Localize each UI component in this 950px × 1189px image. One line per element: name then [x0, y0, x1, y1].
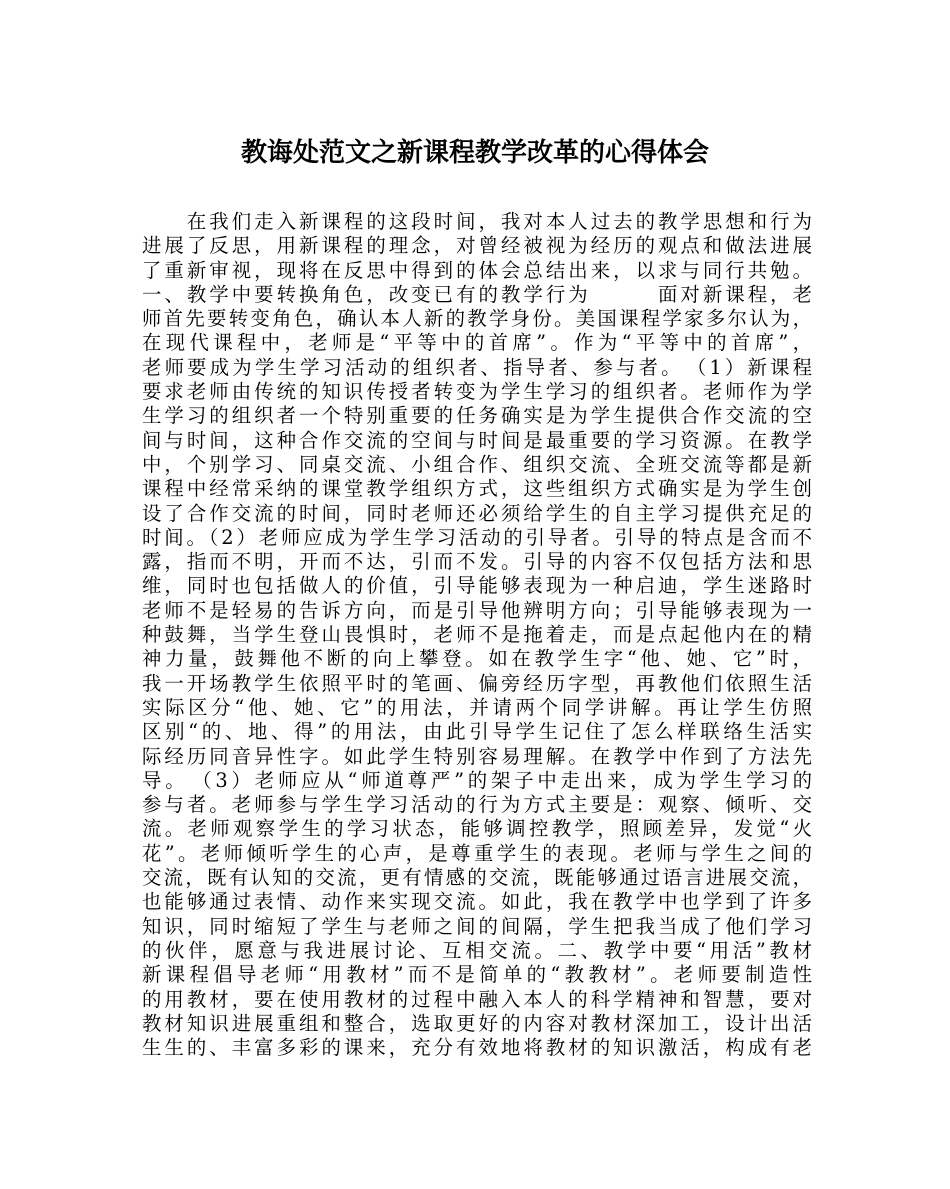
- body-line: 师首先要转变角色，确认本人新的教学身份。美国课程学家多尔认为，: [142, 307, 812, 331]
- body-line: 生学习的组织者一个特别重要的任务确实是为学生提供合作交流的空: [142, 404, 812, 428]
- document-body: [142, 210, 812, 1060]
- body-line: 生生的、丰富多彩的课来，充分有效地将教材的知识激活，构成有老: [142, 1036, 812, 1060]
- body-line: 参与者。老师参与学生学习活动的行为方式主要是：观察、倾听、交: [142, 793, 812, 817]
- body-line: 课程中经常采纳的课堂教学组织方式，这些组织方式确实是为学生创: [142, 477, 812, 501]
- body-line: 的用教材，要在使用教材的过程中融入本人的科学精神和智慧，要对: [142, 987, 812, 1011]
- body-line: 实际区分“他、她、它”的用法，并请两个同学讲解。再让学生仿照: [142, 695, 812, 719]
- body-line: 种鼓舞，当学生登山畏惧时，老师不是拖着走，而是点起他内在的精: [142, 623, 812, 647]
- body-line: 间与时间，这种合作交流的空间与时间是最重要的学习资源。在教学: [142, 428, 812, 452]
- body-line: 新课程倡导老师“用教材”而不是简单的“教教材”。老师要制造性: [142, 963, 812, 987]
- body-line: 中，个别学习、同桌交流、小组合作、组织交流、全班交流等都是新: [142, 452, 812, 476]
- body-line: 在现代课程中，老师是“平等中的首席”。作为“平等中的首席”，: [142, 331, 812, 355]
- body-line: 导。 （3）老师应从“师道尊严”的架子中走出来，成为学生学习的: [142, 768, 812, 792]
- body-line: 了重新审视，现将在反思中得到的体会总结出来，以求与同行共勉。: [142, 258, 812, 282]
- body-line: 露，指而不明，开而不达，引而不发。引导的内容不仅包括方法和思: [142, 550, 812, 574]
- body-line: 一、教学中要转换角色，改变已有的教学行为 面对新课程，老: [142, 282, 812, 306]
- body-line: 的伙伴，愿意与我进展讨论、互相交流。二、教学中要“用活”教材: [142, 938, 812, 962]
- body-line: 要求老师由传统的知识传授者转变为学生学习的组织者。老师作为学: [142, 380, 812, 404]
- body-line: 在我们走入新课程的这段时间，我对本人过去的教学思想和行为: [142, 210, 812, 233]
- body-line: 设了合作交流的时间，同时老师还必须给学生的自主学习提供充足的: [142, 501, 812, 525]
- body-line: 老师不是轻易的告诉方向，而是引导他辨明方向；引导能够表现为一: [142, 598, 812, 622]
- body-line: 神力量，鼓舞他不断的向上攀登。如在教学生字“他、她、它”时，: [142, 647, 812, 671]
- body-line: 老师要成为学生学习活动的组织者、指导者、参与者。 （1）新课程: [142, 355, 812, 379]
- body-line: 知识，同时缩短了学生与老师之间的间隔，学生把我当成了他们学习: [142, 914, 812, 938]
- body-line: 交流，既有认知的交流，更有情感的交流，既能够通过语言进展交流，: [142, 866, 812, 890]
- body-line: 区别“的、地、得”的用法，由此引导学生记住了怎么样联络生活实: [142, 720, 812, 744]
- body-line: 花”。老师倾听学生的心声，是尊重学生的表现。老师与学生之间的: [142, 841, 812, 865]
- body-line: 流。老师观察学生的学习状态，能够调控教学，照顾差异，发觉“火: [142, 817, 812, 841]
- body-line: 教材知识进展重组和整合，选取更好的内容对教材深加工，设计出活: [142, 1011, 812, 1035]
- body-line: 我一开场教学生依照平时的笔画、偏旁经历字型，再教他们依照生活: [142, 671, 812, 695]
- body-line: 进展了反思，用新课程的理念，对曾经被视为经历的观点和做法进展: [142, 234, 812, 258]
- body-line: 时间。（2）老师应成为学生学习活动的引导者。引导的特点是含而不: [142, 525, 812, 549]
- body-line: 维，同时也包括做人的价值，引导能够表现为一种启迪，学生迷路时: [142, 574, 812, 598]
- body-line: 也能够通过表情、动作来实现交流。如此，我在教学中也学到了许多: [142, 890, 812, 914]
- body-line: 际经历同音异性字。如此学生特别容易理解。在教学中作到了方法先: [142, 744, 812, 768]
- document-title: 教诲处范文之新课程教学改革的心得体会: [240, 138, 709, 168]
